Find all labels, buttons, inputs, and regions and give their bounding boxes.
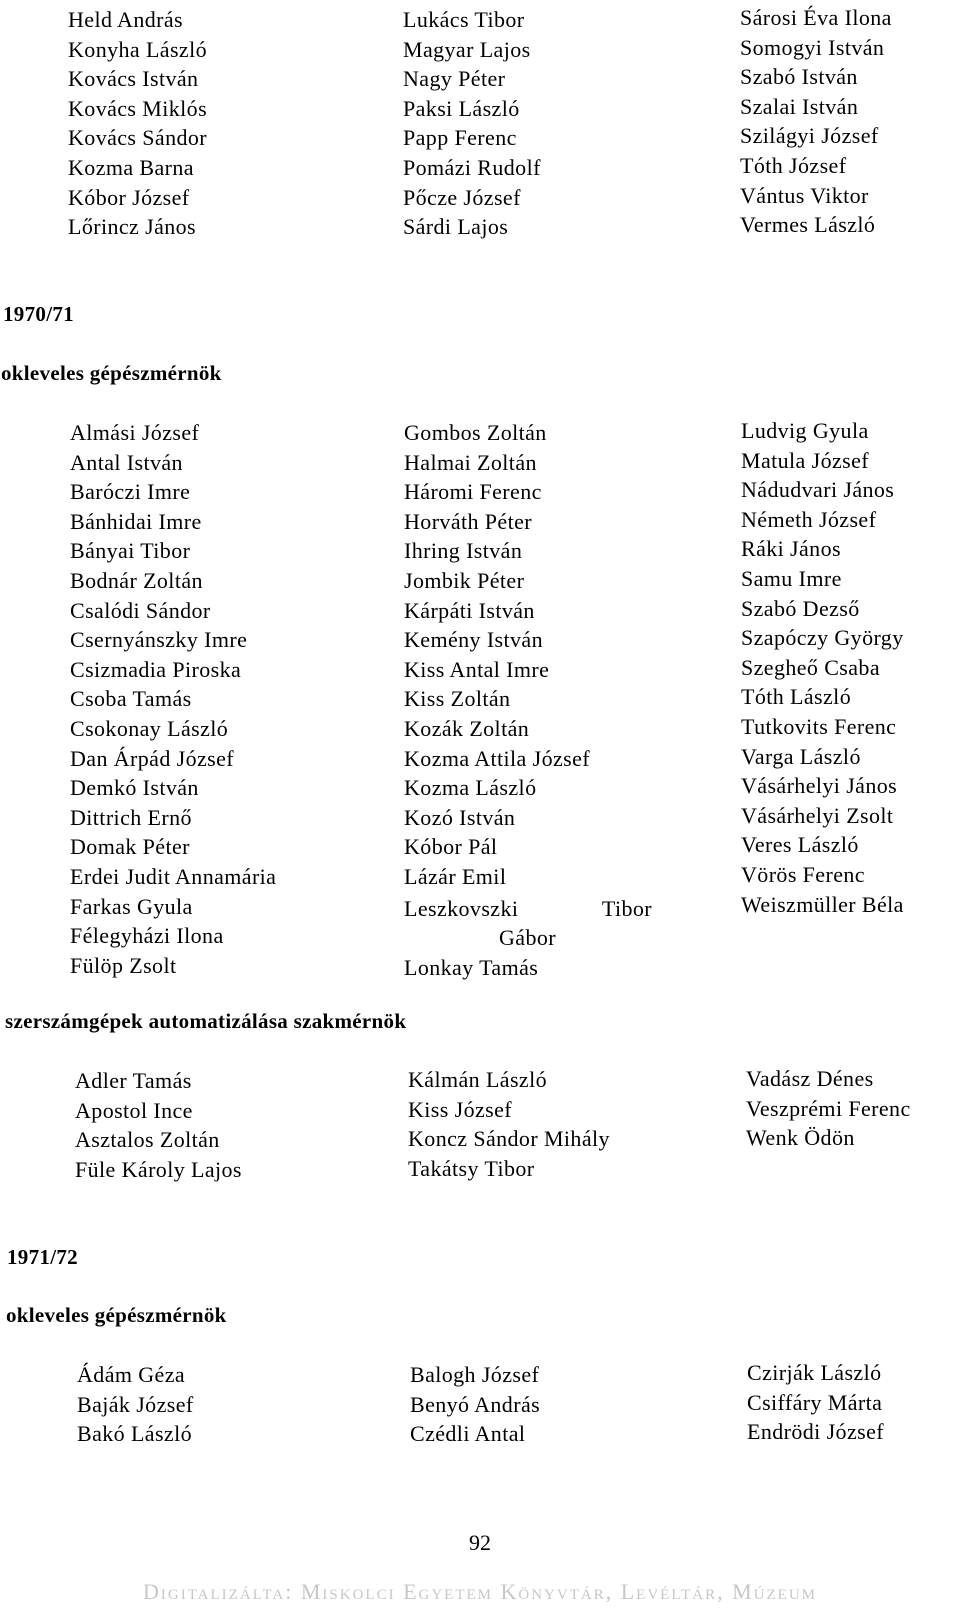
name-entry: Kozák Zoltán [404, 715, 530, 741]
name-entry: Lukács Tibor [403, 7, 525, 32]
name-entry: Pomázi Rudolf [403, 154, 541, 180]
name-entry: Bakó László [77, 1421, 192, 1447]
name-entry: Wenk Ödön [746, 1125, 855, 1151]
name-entry: Veszprémi Ferenc [746, 1095, 911, 1121]
name-entry: Samu Imre [741, 565, 842, 591]
name-entry: Lázár Emil [404, 863, 507, 889]
name-entry: Csoba Tamás [70, 686, 192, 712]
name-entry: Csokonay László [70, 715, 229, 741]
name-entry: Ráki János [741, 536, 841, 562]
name-entry: Kovács Sándor [68, 125, 208, 151]
name-entry: Papp Ferenc [403, 125, 517, 151]
name-entry: Kozma Attila József [404, 745, 590, 771]
name-entry: Szabó Dezső [741, 595, 860, 621]
name-entry: Domak Péter [70, 834, 190, 860]
name-entry: Háromi Ferenc [404, 479, 542, 505]
page-number: 92 [469, 1530, 491, 1555]
name-entry: Horváth Péter [404, 508, 532, 534]
name-entry: Kiss Antal Imre [404, 656, 550, 682]
name-entry: Dan Árpád József [70, 745, 235, 771]
degree-heading-automation: szerszámgépek automatizálása szakmérnök [5, 1009, 407, 1033]
name-entry: Csiffáry Márta [747, 1389, 883, 1415]
name-entry: Ihring István [404, 538, 523, 564]
name-entry: Vadász Dénes [746, 1066, 874, 1091]
year-heading-1971: 1971/72 [7, 1245, 78, 1269]
name-entry: Varga László [741, 743, 861, 769]
name-entry: Szapóczy György [741, 625, 904, 651]
name-entry: Sárdi Lajos [403, 214, 509, 240]
name-entry: Kóbor József [68, 184, 190, 210]
name-entry: Bánhidai Imre [70, 508, 202, 534]
names-1971-col-3 [747, 1358, 884, 1447]
name-entry: Asztalos Zoltán [75, 1127, 220, 1153]
name-entry: Dittrich Ernő [70, 804, 192, 830]
name-entry: Paksi László [403, 95, 520, 121]
name-entry: Kiss József [408, 1096, 513, 1122]
names-1971-col-2 [410, 1360, 540, 1449]
name-entry: Kovács István [68, 66, 199, 92]
names-1970-col-1 [70, 418, 276, 980]
name-entry: Vásárhelyi János [741, 773, 898, 799]
name-entry: Held András [68, 7, 183, 32]
name-entry: Csalódi Sándor [70, 597, 211, 623]
name-entry: Tóth József [740, 152, 847, 178]
last-name-col-2: Lonkay Tamás [404, 954, 539, 980]
names-1970-col-3 [741, 416, 904, 919]
name-entry: Sárosi Éva Ilona [740, 5, 892, 30]
name-entry: Fülöp Zsolt [70, 952, 177, 978]
name-entry: Benyó András [410, 1391, 541, 1417]
top-col-1 [68, 5, 207, 242]
name-entry: Czirják László [747, 1360, 882, 1385]
name-entry: Nagy Péter [403, 66, 506, 92]
name-entry: Halmai Zoltán [404, 449, 537, 475]
name-entry: Kozma Barna [68, 154, 194, 180]
name-entry: Almási József [70, 420, 200, 445]
split-name-continuation: Gábor [499, 925, 556, 951]
name-entry: Tutkovits Ferenc [741, 713, 897, 739]
name-entry: Ludvig Gyula [741, 418, 869, 443]
names-1970-col-2-list [404, 418, 652, 892]
name-entry: Takátsy Tibor [408, 1155, 535, 1181]
name-entry: Kozó István [404, 804, 516, 830]
name-entry: Nádudvari János [741, 477, 895, 503]
names-1971-col-1 [77, 1360, 194, 1449]
name-entry: Veres László [741, 832, 859, 858]
name-entry: Szegheő Csaba [741, 654, 880, 680]
name-entry: Bányai Tibor [70, 538, 191, 564]
name-entry: Koncz Sándor Mihály [408, 1126, 610, 1152]
name-entry: Csizmadia Piroska [70, 656, 242, 682]
name-entry: Füle Károly Lajos [75, 1156, 242, 1182]
name-entry: Tóth László [741, 684, 852, 710]
name-entry: Szalai István [740, 93, 859, 119]
name-entry: Vörös Ferenc [741, 861, 865, 887]
name-entry: Németh József [741, 506, 877, 532]
name-entry: Kárpáti István [404, 597, 535, 623]
split-name-line [404, 894, 652, 924]
name-entry: Endrödi József [747, 1419, 884, 1445]
name-entry: Csernyánszky Imre [70, 627, 248, 653]
automation-col-1 [75, 1066, 242, 1184]
name-entry: Vermes László [740, 212, 876, 238]
name-entry: Konyha László [68, 36, 207, 62]
name-entry: Balogh József [410, 1362, 540, 1387]
degree-heading-1970: okleveles gépészmérnök [1, 361, 222, 385]
name-entry: Baróczi Imre [70, 479, 191, 505]
name-entry: Demkó István [70, 775, 199, 801]
automation-col-2 [408, 1065, 610, 1183]
name-entry: Bodnár Zoltán [70, 567, 203, 593]
name-entry: Kozma László [404, 775, 537, 801]
name-entry: Kálmán László [408, 1067, 547, 1092]
name-entry: Antal István [70, 449, 183, 475]
name-entry: Somogyi István [740, 34, 885, 60]
name-entry: Jombik Péter [404, 567, 525, 593]
name-entry: Farkas Gyula [70, 893, 193, 919]
top-col-3 [740, 3, 892, 240]
name-entry: Vántus Viktor [740, 182, 869, 208]
name-entry: Gombos Zoltán [404, 420, 547, 445]
name-entry: Baják József [77, 1391, 194, 1417]
year-heading-1970: 1970/71 [3, 302, 74, 326]
name-entry: Kovács Miklós [68, 95, 208, 121]
degree-heading-1971: okleveles gépészmérnök [6, 1303, 227, 1327]
name-entry: Erdei Judit Annamária [70, 863, 277, 889]
name-entry: Magyar Lajos [403, 36, 531, 62]
digitization-watermark: Digitalizálta: Miskolci Egyetem Könyvtár, Levéltár, Múzeum [143, 1579, 817, 1604]
name-entry: Kiss Zoltán [404, 686, 511, 712]
name-entry: Kemény István [404, 627, 543, 653]
automation-col-3 [746, 1064, 911, 1153]
name-entry: Matula József [741, 447, 869, 473]
name-entry: Kóbor Pál [404, 834, 498, 860]
split-name-second: Tibor [601, 895, 652, 921]
name-entry: Szabó István [740, 64, 858, 90]
name-entry: Lőrincz János [68, 214, 196, 240]
name-entry: Weiszmüller Béla [741, 891, 904, 917]
name-entry: Adler Tamás [75, 1068, 192, 1093]
name-entry: Vásárhelyi Zsolt [741, 802, 894, 828]
name-entry: Czédli Antal [410, 1421, 526, 1447]
name-entry: Szilágyi József [740, 123, 879, 149]
top-col-2 [403, 5, 541, 242]
name-entry: Pőcze József [403, 184, 521, 210]
name-entry: Apostol Ince [75, 1097, 193, 1123]
names-1970-col-2 [404, 418, 652, 982]
name-entry: Félegyházi Ilona [70, 923, 224, 949]
name-entry: Ádám Géza [77, 1362, 186, 1387]
split-name-first: Leszkovszki [404, 895, 519, 921]
